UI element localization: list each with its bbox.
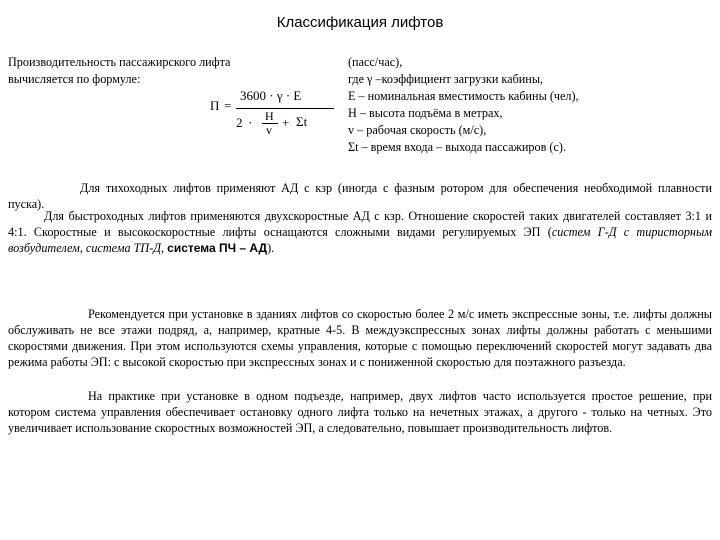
- paragraph-italic: систем Г-Д с тиристорным возбудителем, система ТП-Д,: [8, 225, 712, 255]
- formula-fraction-bar: [236, 108, 334, 109]
- formula-equals: =: [224, 98, 232, 113]
- legend-line: (пасс/час),: [348, 55, 403, 69]
- formula-lhs: П: [210, 98, 220, 113]
- paragraph-text: Для быстроходных лифтов применяются двухскоростные АД с кзр. Отношение скоростей таких двигателей составляет 3:1 и 4:1. Скоростные и высокоскоростные лифты оснащаются сложными видами регулируемых ЭП (: [8, 209, 712, 239]
- formula-numerator: 3600 · γ · E: [240, 88, 302, 103]
- paragraph-text: Для тихоходных лифтов применяют АД с кзр (иногда с фазным ротором для обеспечения необходимой плавности пуска).: [8, 181, 712, 211]
- legend-line: E – номинальная вместимость кабины (чел),: [348, 89, 579, 103]
- formula-v: v: [266, 123, 272, 137]
- formula-legend: [348, 54, 712, 156]
- paragraph-express-zones: [8, 306, 712, 370]
- formula-h: H: [265, 109, 274, 123]
- paragraph-fast-lifts: [8, 208, 712, 256]
- formula-denominator: [236, 111, 334, 135]
- paragraph-text: Рекомендуется при установке в зданиях лифтов со скоростью более 2 м/с иметь экспрессные зоны, т.е. лифты должны обслуживать не все этажи подряд, а, например, кратные 4-5. В междуэкспрессных зонах лифты должны работать с меньшими скоростями движения. При этом используются схемы управления, которые с помощью переключений скоростей могут задавать два режима работы ЭП: с высокой скоростью при экспрессных зонах и с пониженной скоростью для поэтажного разъезда.: [8, 307, 712, 369]
- throughput-formula: [210, 82, 335, 137]
- paragraph-bold: система ПЧ – АД: [167, 241, 268, 255]
- paragraph-end: ).: [267, 241, 275, 255]
- formula-dot: ·: [248, 115, 253, 130]
- formula-two: 2: [236, 115, 243, 130]
- legend-line: v – рабочая скорость (м/с),: [348, 123, 487, 137]
- intro-line: Производительность пассажирского лифта: [8, 55, 231, 69]
- formula-sum: Σt: [296, 114, 308, 129]
- paragraph-practice: [8, 388, 712, 436]
- legend-line: где γ –коэффициент загрузки кабины,: [348, 72, 544, 86]
- formula-plus: +: [282, 115, 290, 130]
- intro-line: вычисляется по формуле:: [8, 72, 141, 86]
- page-title: Классификация лифтов: [276, 14, 444, 31]
- legend-line: H – высота подъёма в метрах,: [348, 106, 503, 120]
- paragraph-text: На практике при установке в одном подъезде, например, двух лифтов часто используется простое решение, при котором система управления обеспечивает остановку одного лифта только на нечетных этажах, а другого - только на четных. Это увеличивает использование скоростных возможностей ЭП, а следовательно, повышает производительность лифтов.: [8, 389, 712, 435]
- legend-line: Σt – время входа – выхода пассажиров (с).: [348, 140, 566, 154]
